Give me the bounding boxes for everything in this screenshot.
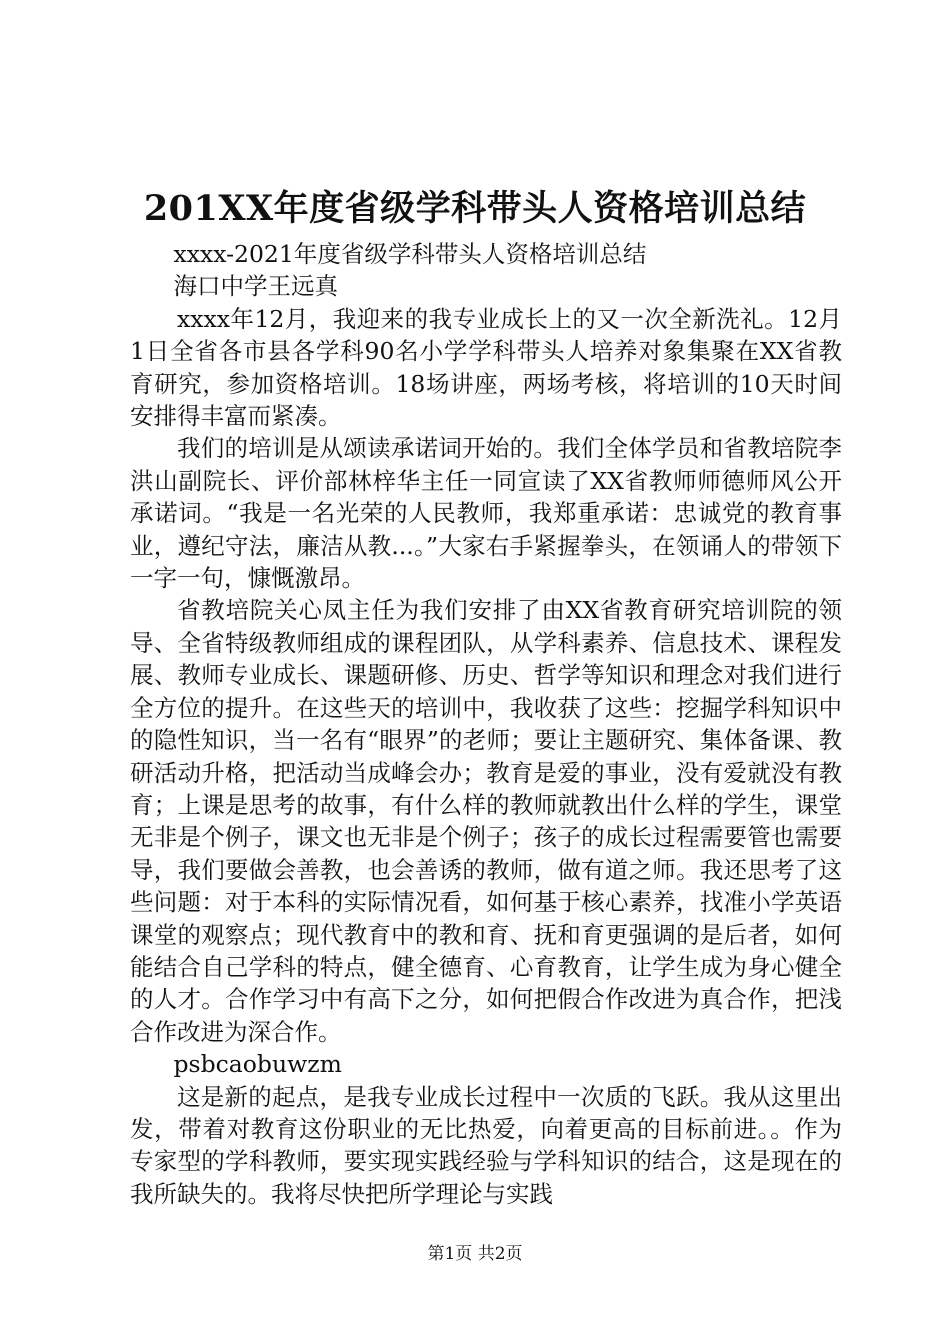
paragraph-3: 省教培院关心凤主任为我们安排了由XX省教育研究培训院的领导、全省特级教师组成的课程团队，从学科素养、信息技术、课程发展、教师专业成长、课题研修、历史、哲学等知识和理念对我们进行全方位的提升。在这些天的培训中，我收获了这些：挖掘学科知识中的隐性知识，当一名有“眼界”的老师；要让主题研究、集体备课、教研活动升格，把活动当成峰会办；教育是爱的事业，没有爱就没有教育；上课是思考的故事，有什么样的教师就教出什么样的学生，课堂无非是个例子，课文也无非是个例子；孩子的成长过程需要管也需要导，我们要做会善教，也会善诱的教师，做有道之师。我还思考了这些问题：对于本科的实际情况看，如何基于核心素养，找准小学英语课堂的观察点；现代教育中的教和育、抚和育更强调的是后者，如何能结合自己学科的特点，健全德育、心育教育，让学生成为身心健全的人才。合作学习中有高下之分，如何把假合作改进为真合作，把浅合作改进为深合作。	[130, 596, 842, 1046]
paragraph-4: psbcaobuwzm	[173, 1050, 342, 1079]
page-number-footer: 第1页 共2页	[427, 1244, 523, 1264]
paragraph-5: 这是新的起点，是我专业成长过程中一次质的飞跃。我从这里出发，带着对教育这份职业的无比热爱，向着更高的目标前进。。作为专家型的学科教师，要实现实践经验与学科知识的结合，这是现在的我所缺失的。我将尽快把所学理论与实践	[130, 1082, 842, 1208]
paragraph-2: 我们的培训是从颂读承诺词开始的。我们全体学员和省教培院李洪山副院长、评价部林梓华主任一同宣读了XX省教师师德师风公开承诺词。“我是一名光荣的人民教师，我郑重承诺：忠诚党的教育事业，遵纪守法，廉洁从教...。”大家右手紧握拳头，在领诵人的带领下一字一句，慷慨激昂。	[130, 434, 842, 593]
document-body	[130, 238, 842, 1210]
document-title: 201XX年度省级学科带头人资格培训总结	[143, 188, 807, 229]
document-subtitle: xxxx-2021年度省级学科带头人资格培训总结	[173, 240, 647, 268]
document-author: 海口中学王远真	[173, 272, 338, 301]
paragraph-1: xxxx年12月，我迎来的我专业成长上的又一次全新洗礼。12月1日全省各市县各学科90名小学学科带头人培养对象集聚在XX省教育研究，参加资格培训。18场讲座，两场考核，将培训的10天时间安排得丰富而紧凑。	[130, 304, 842, 431]
